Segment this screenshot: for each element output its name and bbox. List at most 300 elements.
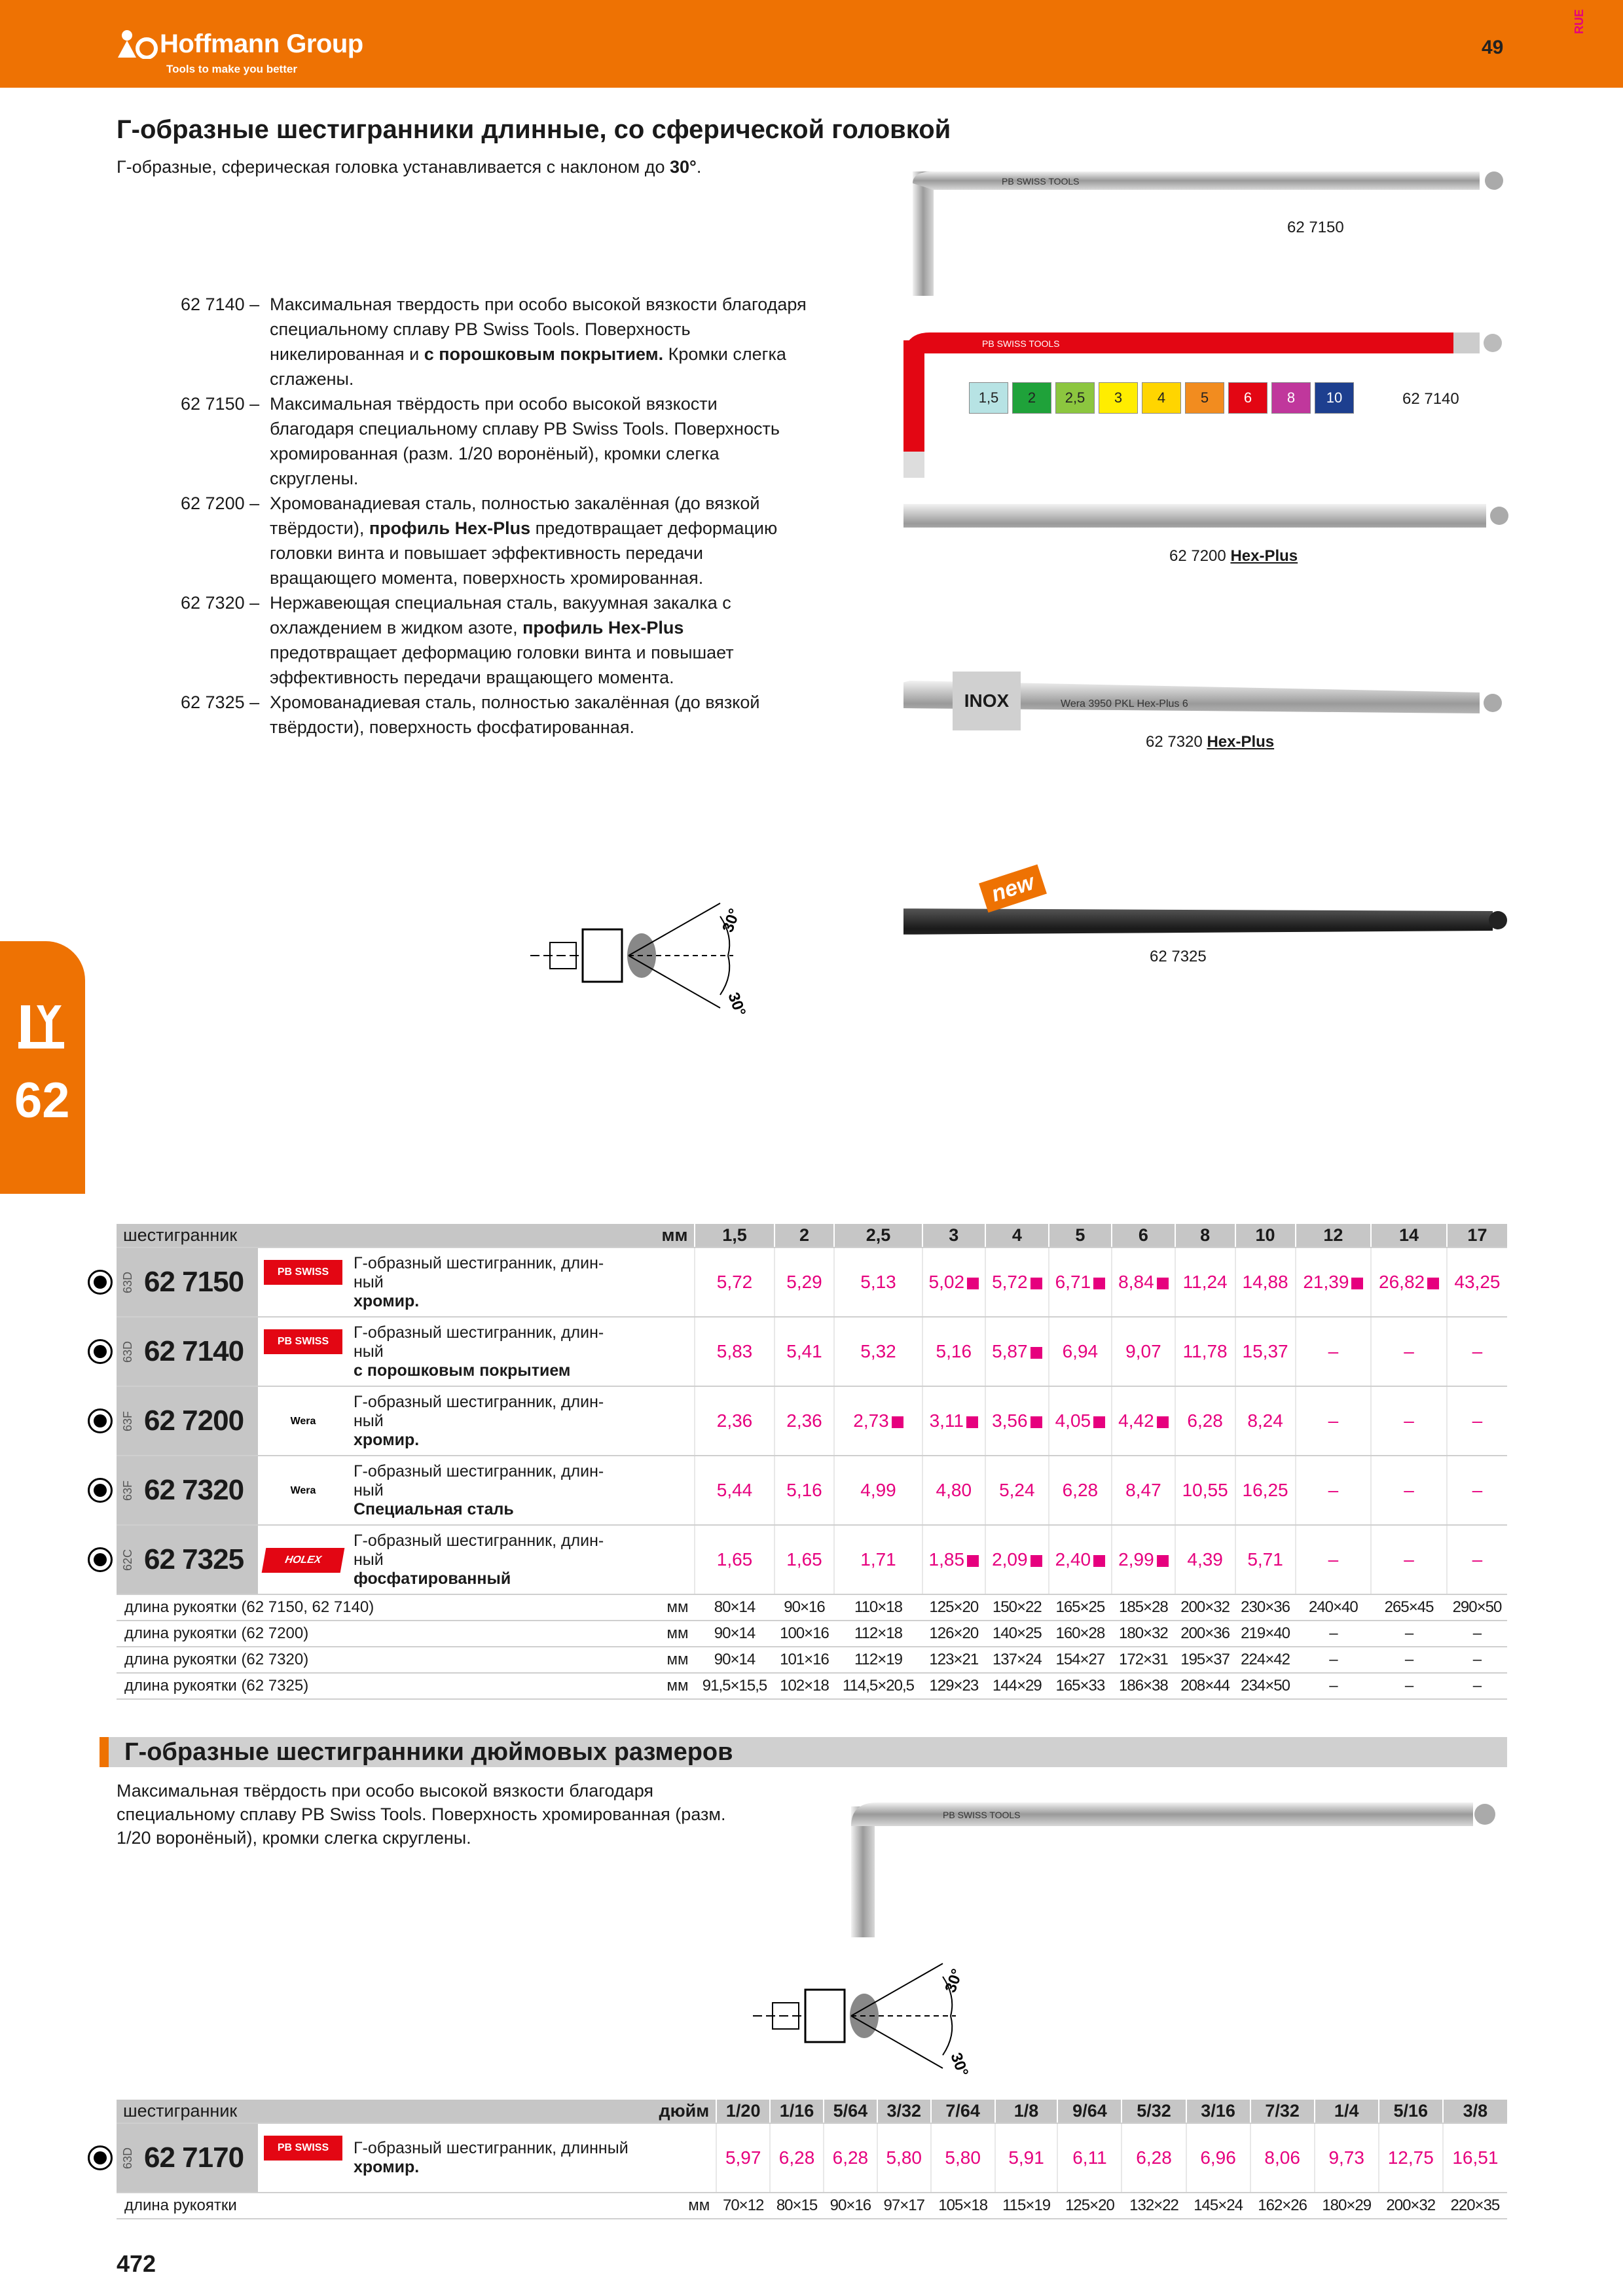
price-value: 1,65 bbox=[786, 1549, 822, 1570]
inox-badge: INOX bbox=[953, 672, 1021, 730]
dimension-value: 165×33 bbox=[1049, 1673, 1112, 1699]
price-cell[interactable] bbox=[775, 1317, 835, 1386]
brand-cell bbox=[258, 1386, 348, 1456]
select-radio[interactable] bbox=[88, 1478, 113, 1503]
price-cell[interactable] bbox=[985, 1456, 1049, 1525]
size-header: 5/32 bbox=[1122, 2100, 1186, 2123]
key1-print: PB SWISS TOOLS bbox=[1002, 176, 1080, 187]
size-header: 5/16 bbox=[1379, 2100, 1443, 2123]
price-cell[interactable]: 6,11 bbox=[1057, 2123, 1122, 2193]
price-cell[interactable] bbox=[1112, 1317, 1175, 1386]
dimension-value: 90×14 bbox=[695, 1647, 774, 1673]
chapter-tab[interactable] bbox=[0, 941, 85, 1194]
article-number[interactable]: 62 7150 bbox=[140, 1247, 258, 1317]
product-row[interactable] bbox=[117, 2123, 1507, 2193]
price-value: 4,80 bbox=[936, 1480, 972, 1500]
price-cell[interactable] bbox=[695, 1317, 774, 1386]
price-cell[interactable] bbox=[1447, 1317, 1507, 1386]
dimension-unit: мм bbox=[380, 1647, 695, 1673]
description-item bbox=[181, 690, 809, 740]
price-cell[interactable] bbox=[1112, 1525, 1175, 1594]
brand-logo-wera: Wera bbox=[264, 1479, 342, 1503]
dimension-value: – bbox=[1371, 1621, 1447, 1647]
dimension-value: 112×18 bbox=[834, 1621, 922, 1647]
price-value: 2,36 bbox=[786, 1410, 822, 1431]
product-desc-line2: ный bbox=[354, 1272, 384, 1291]
key2-label: 62 7140 bbox=[1402, 390, 1459, 408]
dimension-value: 125×20 bbox=[1057, 2193, 1122, 2219]
dimension-value: 100×16 bbox=[775, 1621, 835, 1647]
price-cell[interactable] bbox=[1296, 1247, 1372, 1317]
description-item bbox=[181, 391, 809, 491]
color-chip: 6 bbox=[1228, 382, 1267, 414]
dimension-value: 102×18 bbox=[775, 1673, 835, 1699]
section2-description: Максимальная твёрдость при особо высокой вязкости благодаря специальному сплаву PB Swiss Tools. Поверхность хромированная (разм. 1/20 воронёный), кромки слегка скруглены. bbox=[117, 1781, 726, 1848]
price-cell[interactable] bbox=[1371, 1317, 1447, 1386]
price-cell[interactable] bbox=[1296, 1456, 1372, 1525]
dimension-value: 160×28 bbox=[1049, 1621, 1112, 1647]
dimension-value: 110×18 bbox=[834, 1594, 922, 1621]
product-description bbox=[348, 1247, 695, 1317]
stock-marker-icon bbox=[1093, 1416, 1105, 1428]
price-cell[interactable]: 16,51 bbox=[1443, 2123, 1507, 2193]
price-value: 3,56 bbox=[992, 1410, 1028, 1431]
catalog-code-text: 62C bbox=[121, 1549, 135, 1571]
key4-print: Wera 3950 PKL Hex-Plus 6 bbox=[1061, 698, 1188, 709]
description-fragment: Максимальная твёрдость при особо высокой вязкости благодаря специальному сплаву PB Swiss Tools. Поверхность хромированная (разм. 1/20 воронёный), кромки слегка скруглены. bbox=[270, 394, 780, 488]
product-images bbox=[903, 164, 1519, 1060]
price-cell[interactable] bbox=[775, 1525, 835, 1594]
dimension-value: 200×36 bbox=[1175, 1621, 1235, 1647]
key-627170-image bbox=[845, 1793, 1512, 1944]
metric-price-table bbox=[117, 1224, 1507, 1700]
brand-cell bbox=[258, 1456, 348, 1525]
price-cell[interactable] bbox=[1371, 1525, 1447, 1594]
price-cell[interactable]: 5,80 bbox=[931, 2123, 995, 2193]
stock-marker-icon bbox=[892, 1416, 903, 1428]
price-value: 2,73 bbox=[853, 1410, 889, 1431]
price-value: – bbox=[1472, 1341, 1483, 1361]
key3-label bbox=[1169, 547, 1298, 565]
price-value: 5,24 bbox=[999, 1480, 1035, 1500]
dimension-value: – bbox=[1296, 1621, 1372, 1647]
price-cell[interactable]: 5,91 bbox=[995, 2123, 1058, 2193]
price-cell[interactable] bbox=[1371, 1386, 1447, 1456]
product-desc-line1: Г-образный шестигранник, длин- bbox=[354, 1462, 604, 1480]
brand-logo-pb: PB SWISS TOOLS bbox=[264, 1329, 342, 1354]
price-value: – bbox=[1472, 1410, 1483, 1431]
price-cell[interactable] bbox=[1447, 1525, 1507, 1594]
product-desc-line1: Г-образный шестигранник, длин- bbox=[354, 1392, 604, 1411]
size-header: 1/8 bbox=[995, 2100, 1058, 2123]
price-value: – bbox=[1472, 1549, 1483, 1570]
price-value: 1,71 bbox=[860, 1549, 896, 1570]
price-cell[interactable] bbox=[1049, 1456, 1112, 1525]
article-number[interactable]: 62 7140 bbox=[140, 1317, 258, 1386]
price-value: 26,82 bbox=[1379, 1272, 1425, 1292]
brand-logo-pb: PB SWISS TOOLS bbox=[264, 1260, 342, 1285]
description-fragment: с порошковым покрытием. bbox=[424, 344, 664, 364]
angle2-label-top: 30° bbox=[941, 1966, 967, 1996]
dimension-row bbox=[117, 1647, 1507, 1673]
price-value: 14,88 bbox=[1242, 1272, 1288, 1292]
price-cell[interactable] bbox=[834, 1317, 922, 1386]
dimension-value: 129×23 bbox=[922, 1673, 986, 1699]
page-number-bottom: 472 bbox=[117, 2250, 156, 2277]
dimension-value: 185×28 bbox=[1112, 1594, 1175, 1621]
key4-code: 62 7320 bbox=[1146, 733, 1203, 751]
price-value: 6,28 bbox=[1062, 1480, 1099, 1500]
brand-logo-pb: PB SWISS TOOLS bbox=[264, 2136, 342, 2161]
size-header: 5 bbox=[1049, 1224, 1112, 1247]
chapter-number: 62 bbox=[14, 1073, 70, 1128]
description-fragment: Кромки слегка сглажены. bbox=[270, 344, 786, 389]
brand-cell bbox=[258, 1525, 348, 1594]
price-cell[interactable] bbox=[1175, 1456, 1235, 1525]
brand-logo-wera: Wera bbox=[264, 1409, 342, 1434]
price-cell[interactable] bbox=[695, 1247, 774, 1317]
stock-marker-icon bbox=[1351, 1278, 1363, 1289]
dimension-value: 230×36 bbox=[1235, 1594, 1296, 1621]
dimension-value: 137×24 bbox=[985, 1647, 1049, 1673]
price-value: 5,32 bbox=[860, 1341, 896, 1361]
brand-cell bbox=[258, 2123, 348, 2193]
price-cell[interactable]: 6,96 bbox=[1186, 2123, 1250, 2193]
description-code: 62 7140 – bbox=[181, 295, 260, 314]
price-cell[interactable] bbox=[1049, 1525, 1112, 1594]
price-value: 5,13 bbox=[860, 1272, 896, 1292]
price-cell[interactable] bbox=[695, 1525, 774, 1594]
price-value: – bbox=[1404, 1410, 1414, 1431]
dimension-value: 126×20 bbox=[922, 1621, 986, 1647]
price-cell[interactable]: 5,80 bbox=[877, 2123, 931, 2193]
price-cell[interactable] bbox=[1175, 1317, 1235, 1386]
price-cell[interactable]: 6,28 bbox=[1122, 2123, 1186, 2193]
dimension-value: 200×32 bbox=[1175, 1594, 1235, 1621]
price-value: 2,36 bbox=[716, 1410, 753, 1431]
price-cell[interactable] bbox=[922, 1525, 986, 1594]
price-cell[interactable] bbox=[985, 1317, 1049, 1386]
size-header: 4 bbox=[985, 1224, 1049, 1247]
article-number[interactable]: 62 7320 bbox=[140, 1456, 258, 1525]
brand-cell bbox=[258, 1317, 348, 1386]
dimension-value: 172×31 bbox=[1112, 1647, 1175, 1673]
subtitle-text: Г-образные, сферическая головка устанавливается с наклоном до bbox=[117, 157, 670, 177]
price-cell[interactable] bbox=[1296, 1317, 1372, 1386]
price-value: 4,05 bbox=[1055, 1410, 1091, 1431]
product-desc-line2: ный bbox=[354, 1550, 384, 1569]
product-row[interactable] bbox=[117, 1456, 1507, 1525]
price-cell[interactable]: 9,73 bbox=[1315, 2123, 1379, 2193]
page-title: Г-образные шестигранники длинные, со сферической головкой bbox=[117, 115, 951, 144]
dimension-value: 265×45 bbox=[1371, 1594, 1447, 1621]
key3-hexplus: Hex-Plus bbox=[1230, 547, 1298, 565]
price-value: 5,41 bbox=[786, 1341, 822, 1361]
dimension-value: 150×22 bbox=[985, 1594, 1049, 1621]
price-cell[interactable] bbox=[1175, 1386, 1235, 1456]
dimension-value: 240×40 bbox=[1296, 1594, 1372, 1621]
price-value: 4,99 bbox=[860, 1480, 896, 1500]
product-descriptions bbox=[181, 292, 809, 740]
price-value: 5,16 bbox=[936, 1341, 972, 1361]
brand-logo-holex: HOLEX bbox=[262, 1548, 345, 1573]
angle-label-bottom: 30° bbox=[724, 990, 750, 1019]
price-cell[interactable] bbox=[1371, 1247, 1447, 1317]
description-item bbox=[181, 491, 809, 590]
size-header: 17 bbox=[1447, 1224, 1507, 1247]
product-desc-line1: Г-образный шестигранник, длин- bbox=[354, 1323, 604, 1342]
dimension-value: – bbox=[1447, 1647, 1507, 1673]
price-cell[interactable] bbox=[1235, 1247, 1296, 1317]
dimension-row bbox=[117, 1673, 1507, 1699]
price-cell[interactable] bbox=[1447, 1247, 1507, 1317]
product-row[interactable] bbox=[117, 1525, 1507, 1594]
price-cell[interactable] bbox=[1371, 1456, 1447, 1525]
dimension-value: 140×25 bbox=[985, 1621, 1049, 1647]
description-text bbox=[270, 491, 807, 590]
color-chip: 4 bbox=[1142, 382, 1181, 414]
price-value: 11,78 bbox=[1182, 1341, 1228, 1361]
price-value: 6,94 bbox=[1062, 1341, 1099, 1361]
price-value: – bbox=[1328, 1480, 1339, 1500]
color-chip: 10 bbox=[1315, 382, 1354, 414]
catalog-code-text: 63F bbox=[121, 1480, 135, 1501]
dimension-unit: мм bbox=[380, 1621, 695, 1647]
price-value: 5,83 bbox=[716, 1341, 753, 1361]
price-cell[interactable] bbox=[1049, 1317, 1112, 1386]
price-cell[interactable] bbox=[834, 1456, 922, 1525]
description-code: 62 7325 – bbox=[181, 692, 260, 712]
price-value: – bbox=[1328, 1549, 1339, 1570]
price-cell[interactable] bbox=[834, 1386, 922, 1456]
color-chip: 2,5 bbox=[1055, 382, 1095, 414]
price-cell[interactable] bbox=[1112, 1247, 1175, 1317]
product-desc-line1: Г-образный шестигранник, длин- bbox=[354, 1253, 604, 1272]
dimension-value: 115×19 bbox=[995, 2193, 1058, 2219]
size-header: 6 bbox=[1112, 1224, 1175, 1247]
price-cell[interactable]: 8,06 bbox=[1250, 2123, 1315, 2193]
stock-marker-icon bbox=[1093, 1278, 1105, 1289]
description-fragment: профиль Hex-Plus bbox=[522, 618, 684, 637]
key-627200-image bbox=[903, 504, 1508, 648]
price-cell[interactable] bbox=[922, 1317, 986, 1386]
select-radio[interactable] bbox=[88, 1408, 113, 1433]
description-code: 62 7320 – bbox=[181, 593, 260, 613]
price-cell[interactable] bbox=[985, 1247, 1049, 1317]
size-header: 3 bbox=[922, 1224, 986, 1247]
angle-label-top: 30° bbox=[719, 906, 744, 935]
price-cell[interactable] bbox=[1296, 1386, 1372, 1456]
size-header: 12 bbox=[1296, 1224, 1372, 1247]
price-cell[interactable] bbox=[1296, 1525, 1372, 1594]
size-header: 3/16 bbox=[1186, 2100, 1250, 2123]
price-value: 43,25 bbox=[1454, 1272, 1501, 1292]
price-value: 11,24 bbox=[1182, 1272, 1228, 1292]
color-chip: 8 bbox=[1271, 382, 1311, 414]
new-badge: new bbox=[979, 865, 1047, 913]
stock-marker-icon bbox=[1157, 1278, 1169, 1289]
price-cell[interactable] bbox=[695, 1456, 774, 1525]
price-cell[interactable] bbox=[1049, 1386, 1112, 1456]
key5-label: 62 7325 bbox=[1150, 948, 1207, 965]
color-chip: 1,5 bbox=[969, 382, 1008, 414]
price-cell[interactable]: 6,28 bbox=[770, 2123, 824, 2193]
subtitle-end: . bbox=[696, 157, 702, 177]
select-radio[interactable] bbox=[88, 1547, 113, 1572]
tools-chapter-icon bbox=[17, 1003, 65, 1051]
key1-label: 62 7150 bbox=[1287, 219, 1344, 236]
price-cell[interactable] bbox=[922, 1247, 986, 1317]
price-value: 8,47 bbox=[1125, 1480, 1161, 1500]
size-header: 1/16 bbox=[770, 2100, 824, 2123]
catalog-code bbox=[117, 1456, 140, 1525]
dimension-value: 105×18 bbox=[931, 2193, 995, 2219]
article-number[interactable]: 62 7170 bbox=[140, 2123, 258, 2193]
price-cell[interactable] bbox=[1112, 1456, 1175, 1525]
dimension-value: 165×25 bbox=[1049, 1594, 1112, 1621]
brand-tagline: Tools to make you better bbox=[166, 63, 297, 75]
size-header: 10 bbox=[1235, 1224, 1296, 1247]
size-header: 1,5 bbox=[695, 1224, 774, 1247]
description-text bbox=[270, 690, 807, 740]
price-cell[interactable] bbox=[1447, 1386, 1507, 1456]
description-fragment: предотвращает деформацию головки винта и повышает эффективность передачи вращающего момента, поверхность хромированная. bbox=[270, 518, 778, 588]
product-finish: хромир. bbox=[354, 2158, 420, 2176]
price-value: 2,40 bbox=[1055, 1549, 1091, 1570]
product-description bbox=[348, 1317, 695, 1386]
dimension-value: 80×15 bbox=[770, 2193, 824, 2219]
price-value: 5,02 bbox=[928, 1272, 965, 1292]
dimension-value: 220×35 bbox=[1443, 2193, 1507, 2219]
dimension-label: длина рукоятки (62 7325) bbox=[117, 1673, 380, 1699]
catalog-code-text: 63D bbox=[121, 1340, 135, 1363]
size-header: 7/64 bbox=[931, 2100, 995, 2123]
stock-marker-icon bbox=[1030, 1416, 1042, 1428]
price-value: 1,85 bbox=[928, 1549, 965, 1570]
dimension-value: 208×44 bbox=[1175, 1673, 1235, 1699]
stock-marker-icon bbox=[1157, 1416, 1169, 1428]
dimension-row bbox=[117, 2193, 1507, 2219]
price-cell[interactable] bbox=[985, 1525, 1049, 1594]
article-number[interactable]: 62 7200 bbox=[140, 1386, 258, 1456]
dimension-value: 80×14 bbox=[695, 1594, 774, 1621]
description-code: 62 7150 – bbox=[181, 394, 260, 414]
product-description bbox=[348, 2123, 716, 2193]
price-cell[interactable] bbox=[1112, 1386, 1175, 1456]
dimension-value: 132×22 bbox=[1122, 2193, 1186, 2219]
price-cell[interactable] bbox=[695, 1386, 774, 1456]
dimension-value: 90×14 bbox=[695, 1621, 774, 1647]
price-cell[interactable] bbox=[1447, 1456, 1507, 1525]
price-cell[interactable] bbox=[775, 1386, 835, 1456]
price-cell[interactable]: 6,28 bbox=[824, 2123, 877, 2193]
dimension-value: 219×40 bbox=[1235, 1621, 1296, 1647]
size-header: 8 bbox=[1175, 1224, 1235, 1247]
key-627325-image bbox=[903, 908, 1507, 1047]
dimension-row bbox=[117, 1594, 1507, 1621]
price-cell[interactable] bbox=[1235, 1525, 1296, 1594]
price-cell[interactable] bbox=[834, 1247, 922, 1317]
product-row[interactable] bbox=[117, 1386, 1507, 1456]
dimension-label: длина рукоятки (62 7150, 62 7140) bbox=[117, 1594, 380, 1621]
price-value: – bbox=[1328, 1410, 1339, 1431]
angle2-label-bottom: 30° bbox=[947, 2050, 972, 2079]
select-radio[interactable] bbox=[88, 1270, 113, 1295]
description-code: 62 7200 – bbox=[181, 493, 260, 513]
catalog-code bbox=[117, 1386, 140, 1456]
article-number[interactable]: 62 7325 bbox=[140, 1525, 258, 1594]
size-header: 2 bbox=[775, 1224, 835, 1247]
inch-price-table bbox=[117, 2100, 1507, 2219]
price-value: 9,07 bbox=[1125, 1341, 1161, 1361]
size-header: 1/4 bbox=[1315, 2100, 1379, 2123]
price-cell[interactable] bbox=[775, 1247, 835, 1317]
description-fragment: профиль Hex-Plus bbox=[369, 518, 531, 538]
dimension-value: 112×19 bbox=[834, 1647, 922, 1673]
select-radio[interactable] bbox=[88, 1339, 113, 1364]
product-row[interactable] bbox=[117, 1247, 1507, 1317]
price-value: 8,24 bbox=[1247, 1410, 1283, 1431]
size-header: 3/8 bbox=[1443, 2100, 1507, 2123]
product-desc-line2: ный bbox=[354, 1411, 384, 1430]
dimension-label: длина рукоятки bbox=[117, 2193, 348, 2219]
price-cell[interactable] bbox=[922, 1386, 986, 1456]
product-description bbox=[348, 1525, 695, 1594]
subtitle-angle: 30° bbox=[670, 157, 697, 177]
price-cell[interactable] bbox=[985, 1386, 1049, 1456]
size-header: 9/64 bbox=[1057, 2100, 1122, 2123]
price-value: 4,42 bbox=[1118, 1410, 1154, 1431]
price-cell[interactable]: 12,75 bbox=[1379, 2123, 1443, 2193]
dimension-value: 114,5×20,5 bbox=[834, 1673, 922, 1699]
select-radio[interactable] bbox=[88, 2145, 113, 2170]
price-cell[interactable] bbox=[1235, 1317, 1296, 1386]
brand-cell bbox=[258, 1247, 348, 1317]
key3-code: 62 7200 bbox=[1169, 547, 1226, 565]
description-item bbox=[181, 590, 809, 690]
price-cell[interactable] bbox=[1175, 1247, 1235, 1317]
catalog-code-text: 63D bbox=[121, 1271, 135, 1293]
product-finish: хромир. bbox=[354, 1291, 420, 1310]
price-cell[interactable] bbox=[775, 1456, 835, 1525]
brand-logo[interactable] bbox=[117, 29, 363, 75]
price-cell[interactable] bbox=[1235, 1456, 1296, 1525]
product-row[interactable] bbox=[117, 1317, 1507, 1386]
size-header: 2,5 bbox=[834, 1224, 922, 1247]
price-cell[interactable]: 5,97 bbox=[716, 2123, 770, 2193]
table-header-label: шестигранник bbox=[117, 1224, 380, 1247]
price-value: 6,71 bbox=[1055, 1272, 1091, 1292]
table-header-row bbox=[117, 1224, 1507, 1247]
key-627150-image bbox=[913, 171, 1503, 296]
catalog-code-text: 63D bbox=[121, 2147, 135, 2169]
description-fragment: Хромованадиевая сталь, полностью закалённая (до вязкой твёрдости), поверхность фосфатированная. bbox=[270, 692, 760, 737]
description-fragment: Нержавеющая специальная сталь, вакуумная закалка с охлаждением в жидком азоте, bbox=[270, 593, 731, 637]
price-cell[interactable] bbox=[1175, 1525, 1235, 1594]
price-cell[interactable] bbox=[1049, 1247, 1112, 1317]
stock-marker-icon bbox=[967, 1278, 979, 1289]
price-value: 3,11 bbox=[929, 1410, 964, 1431]
dimension-value: – bbox=[1371, 1647, 1447, 1673]
price-cell[interactable] bbox=[922, 1456, 986, 1525]
dimension-value: 97×17 bbox=[877, 2193, 931, 2219]
price-cell[interactable] bbox=[1235, 1386, 1296, 1456]
product-finish: Специальная сталь bbox=[354, 1499, 514, 1518]
stock-marker-icon bbox=[1427, 1278, 1439, 1289]
price-cell[interactable] bbox=[834, 1525, 922, 1594]
dimension-value: 91,5×15,5 bbox=[695, 1673, 774, 1699]
brand-name: Hoffmann Group bbox=[160, 29, 363, 58]
